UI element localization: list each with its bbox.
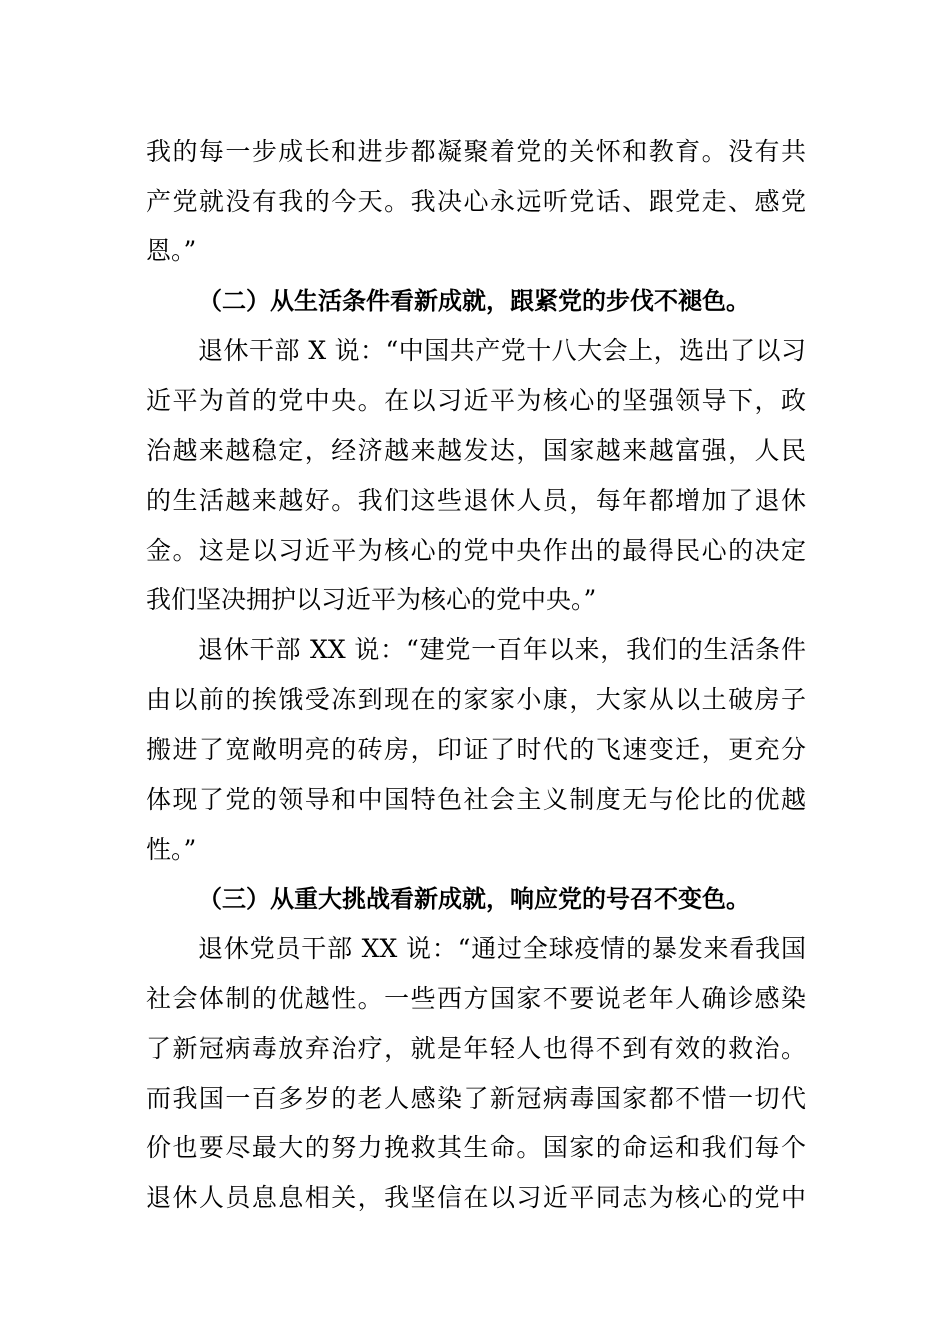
paragraph-line: 我的每一步成长和进步都凝聚着党的关怀和教育。没有共	[146, 137, 806, 166]
paragraph-line: 退休党员干部 XX 说：“通过全球疫情的暴发来看我国	[198, 934, 806, 963]
paragraph-line: 性。”	[146, 835, 197, 864]
paragraph-line: 退休人员息息相关，我坚信在以习近平同志为核心的党中	[146, 1183, 806, 1212]
paragraph-line: 近平为首的党中央。在以习近平为核心的坚强领导下，政	[146, 386, 806, 415]
paragraph-line: 了新冠病毒放弃治疗，就是年轻人也得不到有效的救治。	[146, 1034, 806, 1063]
paragraph-line: 由以前的挨饿受冻到现在的家家小康，大家从以土破房子	[146, 685, 806, 714]
paragraph-line: 治越来越稳定，经济越来越发达，国家越来越富强，人民	[146, 436, 806, 465]
paragraph-line: 恩。”	[146, 236, 197, 265]
paragraph-line: 而我国一百多岁的老人感染了新冠病毒国家都不惜一切代	[146, 1084, 806, 1113]
paragraph-line: 搬进了宽敞明亮的砖房，印证了时代的飞速变迁，更充分	[146, 735, 806, 764]
paragraph-line: 产党就没有我的今天。我决心永远听党话、跟党走、感党	[146, 187, 806, 216]
section-heading: （二）从生活条件看新成就，跟紧党的步伐不褪色。	[198, 287, 750, 315]
paragraph-line: 体现了党的领导和中国特色社会主义制度无与伦比的优越	[146, 785, 806, 814]
paragraph-line: 社会体制的优越性。一些西方国家不要说老年人确诊感染	[146, 984, 806, 1013]
paragraph-line: 我们坚决拥护以习近平为核心的党中央。”	[146, 585, 597, 614]
paragraph-line: 价也要尽最大的努力挽救其生命。国家的命运和我们每个	[146, 1133, 806, 1162]
paragraph-line: 金。这是以习近平为核心的党中央作出的最得民心的决定	[146, 536, 806, 565]
section-heading: （三）从重大挑战看新成就，响应党的号召不变色。	[198, 885, 750, 913]
paragraph-line: 退休干部 XX 说：“建党一百年以来，我们的生活条件	[198, 635, 806, 664]
paragraph-line: 的生活越来越好。我们这些退休人员，每年都增加了退休	[146, 486, 806, 515]
paragraph-line: 退休干部 X 说：“中国共产党十八大会上，选出了以习	[198, 336, 806, 365]
